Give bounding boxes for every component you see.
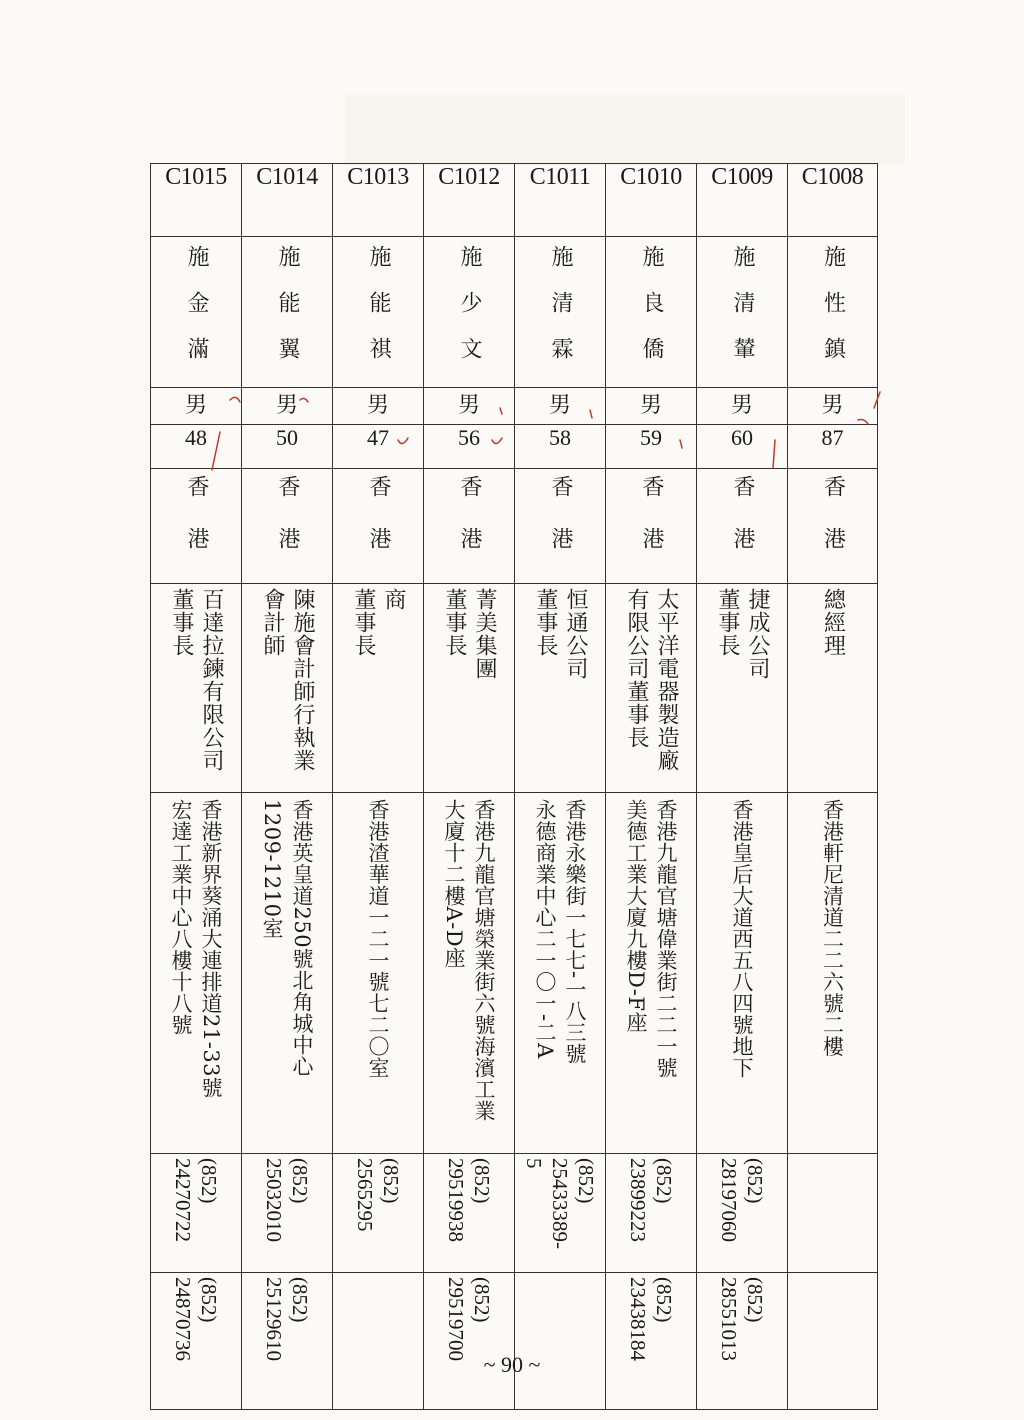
member-code: C1010 <box>620 164 682 190</box>
member-fax: (852) 24870736 <box>171 1277 221 1361</box>
cell-nationality <box>242 469 333 584</box>
cell-name <box>151 237 242 388</box>
member-code: C1012 <box>438 164 500 190</box>
row-nationality <box>151 469 878 584</box>
member-fax: (852) 28551013 <box>717 1277 767 1361</box>
cell-nationality <box>788 469 878 584</box>
cell-sex <box>788 388 878 425</box>
cell-address <box>697 793 788 1154</box>
cell-nationality <box>515 469 606 584</box>
member-occupation: 恒通公司 董事長 <box>533 588 588 680</box>
member-fax: (852) 25129610 <box>262 1277 312 1361</box>
member-occupation: 菁美集團 董事長 <box>442 588 497 680</box>
member-nationality: 香港 <box>639 475 664 579</box>
cell-address <box>151 793 242 1154</box>
cell-sex <box>606 388 697 425</box>
member-name: 施性鎮 <box>820 245 846 383</box>
member-occupation: 陳施會計師行執業 會計師 <box>260 588 315 772</box>
cell-telephone <box>515 1154 606 1273</box>
cell-age <box>788 425 878 469</box>
cell-fax <box>788 1273 878 1410</box>
row-age <box>151 425 878 469</box>
member-sex: 男 <box>457 393 480 418</box>
cell-address <box>788 793 878 1154</box>
member-sex: 男 <box>548 393 571 418</box>
member-nationality: 香港 <box>457 475 482 579</box>
cell-nationality <box>697 469 788 584</box>
cell-fax <box>151 1273 242 1410</box>
cell-telephone <box>606 1154 697 1273</box>
member-name: 施能祺 <box>366 245 391 383</box>
member-sex: 男 <box>275 393 298 418</box>
member-occupation: 太平洋電器製造廠 有限公司董事長 <box>624 588 679 772</box>
cell-age <box>606 425 697 469</box>
member-table <box>150 163 878 1410</box>
cell-nationality <box>424 469 515 584</box>
cell-telephone <box>424 1154 515 1273</box>
cell-name <box>424 237 515 388</box>
member-telephone: (852) 2565295 <box>353 1158 403 1232</box>
member-code: C1013 <box>347 164 409 190</box>
cell-code <box>151 164 242 237</box>
cell-nationality <box>151 469 242 584</box>
cell-name <box>333 237 424 388</box>
cell-fax <box>333 1273 424 1410</box>
member-age: 50 <box>276 425 298 450</box>
cell-name <box>242 237 333 388</box>
member-age: 48 <box>185 425 207 450</box>
member-telephone: (852) 28197060 <box>717 1158 767 1242</box>
member-code: C1008 <box>801 164 864 190</box>
member-telephone: (852) 23899223 <box>626 1158 676 1242</box>
cell-name <box>515 237 606 388</box>
member-sex: 男 <box>730 393 753 418</box>
cell-fax <box>242 1273 333 1410</box>
cell-telephone <box>697 1154 788 1273</box>
member-address: 香港皇后大道西五八四號地下 <box>730 799 754 1079</box>
cell-sex <box>424 388 515 425</box>
member-telephone: (852) 25433389- 5 <box>522 1158 598 1249</box>
cell-occupation <box>424 584 515 793</box>
cell-age <box>242 425 333 469</box>
page-number: ~ 90 ~ <box>483 1352 541 1377</box>
cell-name <box>788 237 878 388</box>
cell-occupation <box>697 584 788 793</box>
member-address: 香港渣華道一二一號七二〇室 <box>366 799 390 1079</box>
member-occupation: 捷成公司 董事長 <box>715 588 770 680</box>
member-sex: 男 <box>184 393 207 418</box>
member-fax: (852) 29519700 <box>444 1277 494 1361</box>
member-fax: (852) 23438184 <box>626 1277 676 1361</box>
member-name: 施少文 <box>457 245 482 383</box>
cell-address <box>606 793 697 1154</box>
cell-sex <box>515 388 606 425</box>
member-telephone: (852) 25032010 <box>262 1158 312 1242</box>
cell-fax <box>697 1273 788 1410</box>
member-occupation: 總經理 <box>820 588 846 657</box>
cell-telephone <box>151 1154 242 1273</box>
member-code: C1011 <box>529 164 591 190</box>
member-address: 香港英皇道250號北角城中心 1209-1210室 <box>260 799 314 1078</box>
member-address: 香港九龍官塘偉業街二二一號 美德工業大廈九樓D-F座 <box>624 799 678 1079</box>
cell-occupation <box>606 584 697 793</box>
cell-age <box>424 425 515 469</box>
cell-fax <box>515 1273 606 1410</box>
row-sex <box>151 388 878 425</box>
cell-code <box>515 164 606 237</box>
member-code: C1015 <box>165 164 227 190</box>
cell-telephone <box>333 1154 424 1273</box>
member-nationality: 香港 <box>548 475 573 579</box>
cell-code <box>697 164 788 237</box>
member-sex: 男 <box>639 393 662 418</box>
member-name: 施良僑 <box>639 245 664 383</box>
member-age: 58 <box>549 425 571 450</box>
cell-code <box>424 164 515 237</box>
row-occupation <box>151 584 878 793</box>
cell-code <box>242 164 333 237</box>
member-nationality: 香港 <box>275 475 300 579</box>
cell-sex <box>242 388 333 425</box>
member-sex: 男 <box>821 393 844 418</box>
member-nationality: 香港 <box>366 475 391 579</box>
cell-occupation <box>333 584 424 793</box>
cell-age <box>151 425 242 469</box>
member-name: 施清霖 <box>548 245 573 383</box>
member-nationality: 香港 <box>820 475 846 579</box>
cell-occupation <box>151 584 242 793</box>
member-name: 施清輦 <box>730 245 755 383</box>
member-address: 香港永樂街一七七-一八三號 永德商業中心二一〇一-二A <box>533 799 587 1065</box>
cell-address <box>333 793 424 1154</box>
cell-sex <box>151 388 242 425</box>
cell-nationality <box>606 469 697 584</box>
member-occupation: 商 董事長 <box>351 588 406 657</box>
member-code: C1014 <box>256 164 318 190</box>
cell-sex <box>697 388 788 425</box>
member-telephone: (852) 29519938 <box>444 1158 494 1242</box>
row-telephone <box>151 1154 878 1273</box>
scan-shadow <box>345 95 905 165</box>
row-code <box>151 164 878 237</box>
cell-telephone <box>788 1154 878 1273</box>
member-address: 香港九龍官塘榮業街六號海濱工業 大廈十二樓A-D座 <box>442 799 496 1122</box>
cell-age <box>515 425 606 469</box>
member-sex: 男 <box>366 393 389 418</box>
cell-code <box>606 164 697 237</box>
cell-fax <box>606 1273 697 1410</box>
member-nationality: 香港 <box>184 475 209 579</box>
cell-age <box>697 425 788 469</box>
cell-nationality <box>333 469 424 584</box>
row-address <box>151 793 878 1154</box>
cell-age <box>333 425 424 469</box>
member-age: 59 <box>640 425 662 450</box>
cell-address <box>424 793 515 1154</box>
cell-sex <box>333 388 424 425</box>
cell-address <box>515 793 606 1154</box>
member-age: 60 <box>731 425 753 450</box>
cell-occupation <box>788 584 878 793</box>
member-name: 施金滿 <box>184 245 209 383</box>
member-code: C1009 <box>711 164 773 190</box>
member-address: 香港軒尼清道二二六號二樓 <box>820 799 845 1057</box>
member-age: 56 <box>458 425 480 450</box>
member-address: 香港新界葵涌大連排道21-33號 宏達工業中心八樓十八號 <box>169 799 223 1099</box>
member-age: 47 <box>367 425 389 450</box>
member-name: 施能翼 <box>275 245 300 383</box>
row-name <box>151 237 878 388</box>
cell-code <box>788 164 878 237</box>
cell-address <box>242 793 333 1154</box>
row-fax <box>151 1273 878 1410</box>
cell-code <box>333 164 424 237</box>
member-nationality: 香港 <box>730 475 755 579</box>
cell-name <box>697 237 788 388</box>
member-telephone: (852) 24270722 <box>171 1158 221 1242</box>
cell-telephone <box>242 1154 333 1273</box>
cell-fax <box>424 1273 515 1410</box>
cell-occupation <box>242 584 333 793</box>
cell-occupation <box>515 584 606 793</box>
cell-name <box>606 237 697 388</box>
member-occupation: 百達拉鍊有限公司 董事長 <box>169 588 224 772</box>
member-age: 87 <box>821 425 844 450</box>
